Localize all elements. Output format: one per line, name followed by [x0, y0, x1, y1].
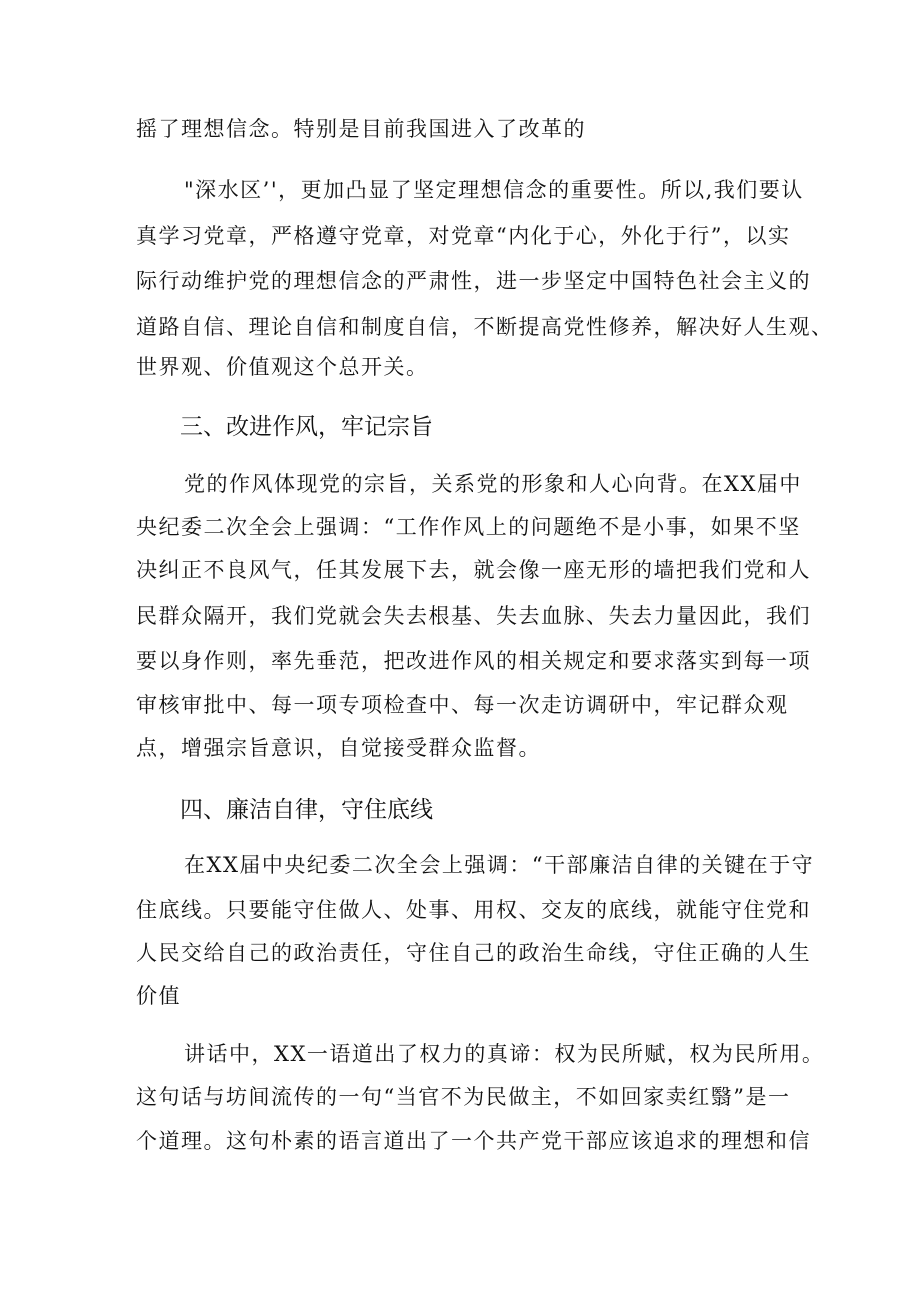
paragraph-line: 决纠正不良风气，任其发展下去，就会像一座无形的墙把我们党和人	[136, 558, 811, 582]
paragraph-line: 人民交给自己的政治责任，守住自己的政治生命线，守住正确的人生	[136, 941, 811, 965]
paragraph-line: 讲话中，XX一语道出了权力的真谛：权为民所赋，权为民所用。	[184, 1042, 825, 1066]
paragraph-line: 价值	[136, 984, 181, 1008]
paragraph-line: 道路自信、理论自信和制度自信，不断提高党性修养，解决好人生观、	[136, 315, 834, 339]
paragraph-line: "深水区’'，更加凸显了坚定理想信念的重要性。所以,我们要认	[184, 178, 804, 202]
paragraph-line: 真学习党章，严格遵守党章，对党章“内化于心，外化于行”，以实	[136, 224, 791, 248]
paragraph-line: 党的作风体现党的宗旨，关系党的形象和人心向背。在XX届中	[184, 472, 802, 496]
paragraph-line: 这句话与坊间流传的一句“当官不为民做主，不如回家卖红翳”是一	[136, 1085, 791, 1109]
section-heading-three: 三、改进作风，牢记宗旨	[180, 414, 433, 440]
paragraph-line: 点，增强宗旨意识，自觉接受群众监督。	[136, 736, 541, 760]
paragraph-line: 个道理。这句朴素的语言道出了一个共产党干部应该追求的理想和信	[136, 1129, 811, 1153]
paragraph-line: 要以身作则，率先垂范，把改进作风的相关规定和要求落实到每一项	[136, 649, 811, 673]
paragraph-line: 央纪委二次全会上强调：“工作作风上的问题绝不是小事，如果不坚	[136, 515, 801, 539]
paragraph-line: 世界观、价值观这个总开关。	[136, 355, 429, 379]
paragraph-line: 民群众隔开，我们党就会失去根基、失去血脉、失去力量因此，我们	[136, 604, 811, 628]
section-heading-four: 四、廉洁自律，守住底线	[180, 797, 433, 823]
paragraph-line: 在XX届中央纪委二次全会上强调：“干部廉洁自律的关键在于守	[184, 853, 815, 877]
paragraph-line: 住底线。只要能守住做人、处事、用权、交友的底线，就能守住党和	[136, 898, 811, 922]
paragraph-line: 摇了理想信念。特别是目前我国进入了改革的	[136, 117, 586, 141]
paragraph-line: 际行动维护党的理想信念的严肃性，进一步坚定中国特色社会主义的	[136, 269, 811, 293]
paragraph-line: 审核审批中、每一项专项检查中、每一次走访调研中，牢记群众观	[136, 693, 789, 717]
